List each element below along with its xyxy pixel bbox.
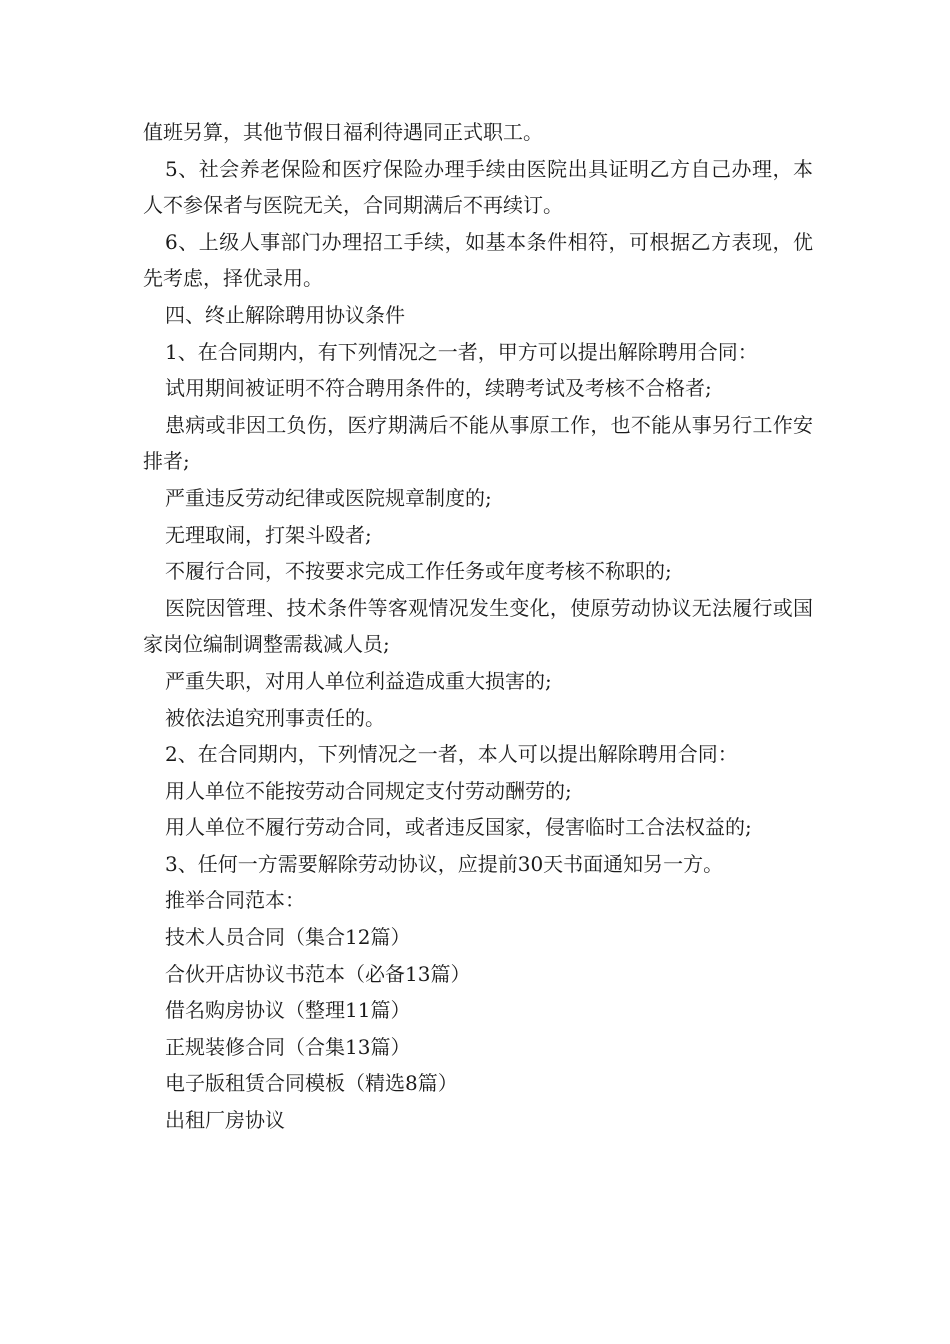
recommended-item: 技术人员合同（集合12篇）: [165, 925, 411, 950]
list-item: 用人单位不履行劳动合同，或者违反国家，侵害临时工合法权益的;: [165, 815, 752, 840]
document-body: [143, 114, 813, 1139]
recommended-item: 合伙开店协议书范本（必备13篇）: [165, 961, 471, 986]
list-item: 医院因管理、技术条件等客观情况发生变化，使原劳动协议无法履行或国家岗位编制调整需裁减人员;: [143, 595, 813, 657]
paragraph-holiday-duty: 值班另算，其他节假日福利待遇同正式职工。: [143, 120, 543, 144]
recommended-item: 电子版租赁合同模板（精选8篇）: [165, 1071, 458, 1096]
list-item: 严重违反劳动纪律或医院规章制度的;: [165, 485, 492, 510]
recommended-item: 出租厂房协议: [165, 1108, 285, 1133]
clause-notice-period: 3、任何一方需要解除劳动协议，应提前30天书面通知另一方。: [165, 851, 724, 876]
list-item: 患病或非因工负伤，医疗期满后不能从事原工作，也不能从事另行工作安排者;: [143, 412, 813, 474]
clause-employer-termination: 1、在合同期内，有下列情况之一者，甲方可以提出解除聘用合同：: [165, 339, 758, 364]
recommended-item: 借名购房协议（整理11篇）: [165, 998, 411, 1023]
clause-employee-termination: 2、在合同期内，下列情况之一者，本人可以提出解除聘用合同：: [165, 742, 738, 767]
list-item: 无理取闹，打架斗殴者;: [165, 522, 372, 547]
list-item: 用人单位不能按劳动合同规定支付劳动酬劳的;: [165, 778, 572, 803]
list-item: 被依法追究刑事责任的。: [165, 705, 385, 730]
paragraph-insurance: 5、社会养老保险和医疗保险办理手续由医院出具证明乙方自己办理，本人不参保者与医院无关，合同期满后不再续订。: [143, 156, 813, 218]
list-item: 试用期间被证明不符合聘用条件的，续聘考试及考核不合格者;: [165, 376, 712, 401]
recommended-heading: 推举合同范本：: [165, 888, 305, 913]
list-item: 不履行合同，不按要求完成工作任务或年度考核不称职的;: [165, 559, 672, 584]
list-item: 严重失职，对用人单位利益造成重大损害的;: [165, 668, 552, 693]
section-heading-termination: 四、终止解除聘用协议条件: [165, 302, 405, 327]
recommended-item: 正规装修合同（合集13篇）: [165, 1034, 411, 1059]
paragraph-recruitment: 6、上级人事部门办理招工手续，如基本条件相符，可根据乙方表现，优先考虑，择优录用。: [143, 229, 813, 291]
